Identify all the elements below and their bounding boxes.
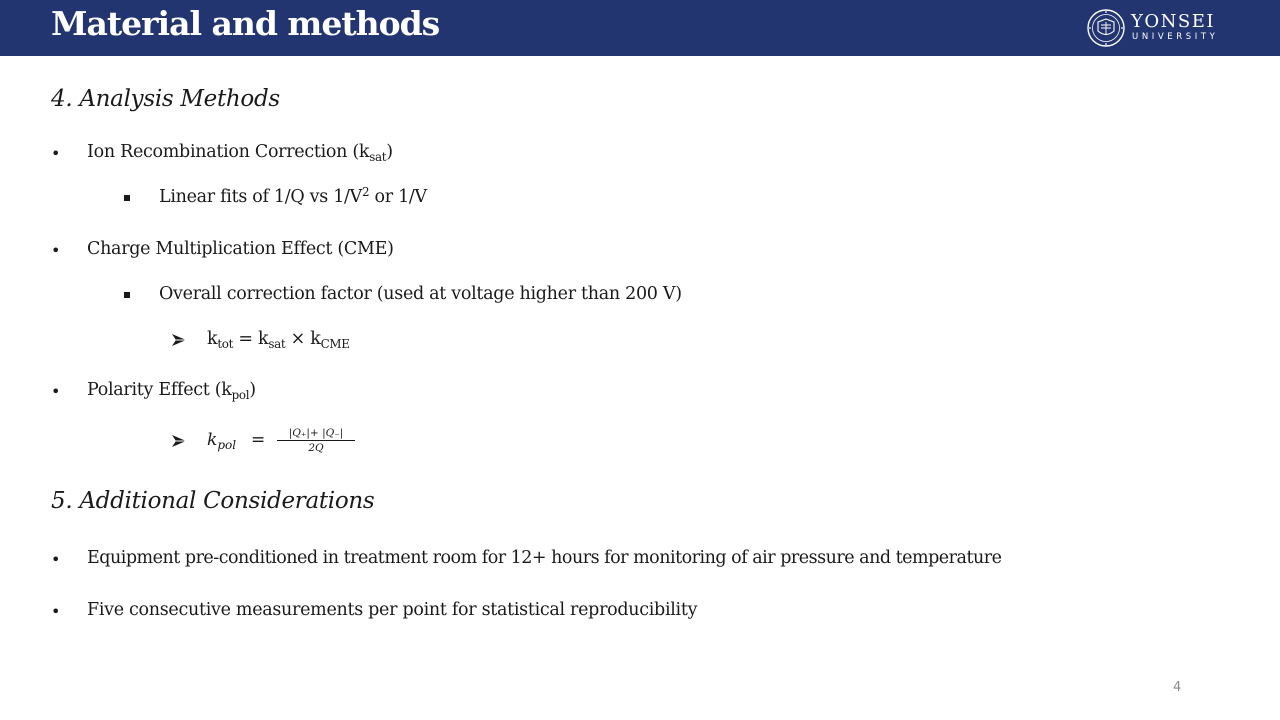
bullet-dot: • [51, 602, 61, 621]
bullet-dot: • [51, 382, 61, 401]
fraction [277, 427, 355, 454]
header-bar [0, 0, 1280, 56]
list-item-ion-recombination: Ion Recombination Correction $(k_{sat})$ [87, 142, 393, 165]
fraction-denominator: 2Q [308, 442, 324, 454]
list-item-equipment-preconditioned: Equipment pre-conditioned in treatment room for 12+ hours for monitoring of air pressure and temperature [87, 548, 1002, 568]
logo-subtitle: UNIVERSITY [1132, 32, 1219, 42]
slide-title: Material and methods [51, 4, 440, 43]
fraction-bar [277, 440, 355, 441]
arrow-bullet-icon [171, 333, 187, 347]
section-heading-analysis-methods: 4. Analysis Methods [51, 86, 280, 112]
list-item-overall-correction: Overall correction factor (used at voltage higher than 200 V) [159, 284, 682, 304]
formula-ktot: $k_{tot} = k_{sat} \times k_{CME}$ [207, 329, 350, 352]
bullet-dot: • [51, 144, 61, 163]
list-item-five-measurements: Five consecutive measurements per point for statistical reproducibility [87, 600, 698, 620]
list-item-linear-fits: Linear fits of 1/Q vs $1/V^2$ or 1/V [159, 185, 427, 207]
list-item-polarity-effect: Polarity Effect $(k_{pol})$ [87, 380, 256, 403]
bullet-dot: • [51, 550, 61, 569]
logo-wordmark: YONSEI [1131, 11, 1215, 32]
list-item-charge-multiplication: Charge Multiplication Effect (CME) [87, 239, 394, 259]
page-number: 4 [1173, 680, 1182, 695]
fraction-numerator: |Q₊|+ |Q₋| [288, 427, 344, 439]
section-heading-additional-considerations: 5. Additional Considerations [51, 488, 375, 514]
arrow-bullet-icon [171, 434, 187, 448]
bullet-square [124, 195, 130, 201]
bullet-dot: • [51, 241, 61, 260]
bullet-square [124, 292, 130, 298]
university-seal-icon [1087, 9, 1125, 47]
